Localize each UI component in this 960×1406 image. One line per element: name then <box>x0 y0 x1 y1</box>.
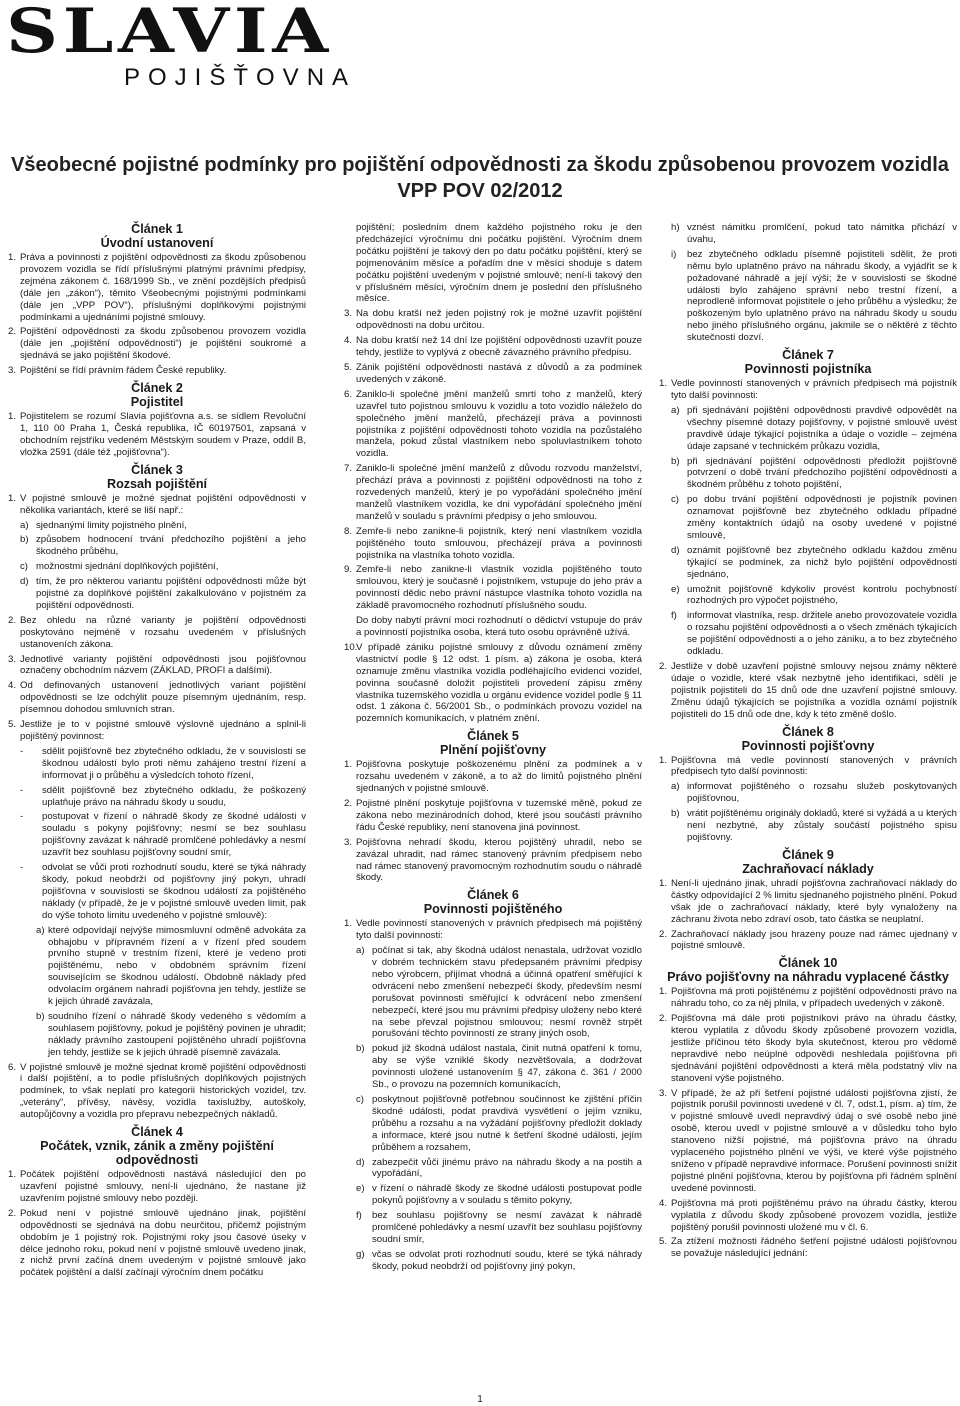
list-item <box>344 1183 642 1207</box>
numbered-paragraph <box>8 493 306 517</box>
item-number: a) <box>20 519 29 531</box>
item-number: d) <box>356 1156 365 1168</box>
article-heading: Článek 8 Povinnosti pojišťovny <box>741 724 875 753</box>
item-number: e) <box>671 583 680 595</box>
numbered-paragraph <box>8 365 306 377</box>
article-heading: Článek 10 Právo pojišťovny na náhradu vyplacené částky <box>667 956 949 985</box>
item-number: 1. <box>659 754 668 766</box>
item-text: Pojištění se řídí právním řádem České republiky. <box>20 365 227 377</box>
item-text: tím, že pro některou variantu pojištění odpovědnosti může být pojistné za doplňkové pojištění zakalkulováno v pojistném za pojištění odpovědnosti. <box>36 576 306 611</box>
item-text: V pojistné smlouvě je možné sjednat kromě pojištění odpovědnosti i další pojištění, a to podle příslušných doplňkových pojistných podmínek, to však neplatí pro kategorii historických vozidel, tzv. „veterány“, přívěsy, návěsy, vozidla taxislužby, autoškoly, autopůjčovny a vozidla pro přepravu nebezpečných nákladů. <box>20 1061 306 1121</box>
numbered-paragraph <box>344 526 642 562</box>
list-item <box>344 1043 642 1091</box>
item-text: Jednotlivé varianty pojištění odpovědnosti jsou pojišťovnou označeny obchodním názvem (ZÁKLAD, PROFI a dalšími). <box>20 653 306 677</box>
item-number: i) <box>671 248 677 260</box>
column-3 <box>659 222 957 1263</box>
item-number: a) <box>671 781 680 793</box>
item-number: 4. <box>659 1197 668 1209</box>
logo-subtitle: POJIŠŤOVNA <box>124 64 357 91</box>
numbered-paragraph <box>8 411 306 459</box>
item-number: a) <box>356 945 365 957</box>
item-number: 2. <box>8 614 17 626</box>
numbered-paragraph <box>344 463 642 523</box>
item-text: Pojišťovna má dále proti pojistníkovi právo na úhradu částky, kterou vyplatila z důvodu škody způsobené provozem vozidla, jestliže příčinou této škody byla skutečnost, kterou pro vědomě nepravdivé nebo neúplné odpovědi neshledala pojišťovna při sjednávání pojištění odpovědnosti a která měla podstatný vliv na stanovení výše pojistného. <box>671 1013 957 1084</box>
item-text: odvolat se vůči proti rozhodnutí soudu, které se týká náhrady škody, pokud neobdrží od pojišťovny jiný pokyn, uhradí pojišťovna v souvislosti se škodnou událostí za pojištěného náklady (v případě, že je v pojistné smlouvě uveden limit, pak do výše tohoto limitu uvedeného v pojistné smlouvě): <box>42 862 306 921</box>
numbered-paragraph <box>8 326 306 362</box>
numbered-paragraph <box>344 564 642 612</box>
item-number: 3. <box>344 836 353 848</box>
numbered-paragraph <box>659 661 957 721</box>
item-number: 2. <box>659 661 668 672</box>
item-text: při sjednávání pojištění odpovědnosti pravdivě odpovědět na všechny písemné dotazy pojišťovny, v pojistné smlouvě uvést pravdivě údaje týkající pojistníka a údaje o vozidle – zejména údaje zapsané v technickém průkazu vozidla, <box>687 404 957 452</box>
numbered-paragraph <box>659 378 957 402</box>
item-number: - <box>20 862 24 874</box>
item-number: 1. <box>8 252 17 263</box>
item-number: - <box>20 745 24 757</box>
item-number: e) <box>356 1183 365 1195</box>
list-item <box>659 456 957 492</box>
item-text: Zemře-li nebo zanikne-li pojistník, který není vlastníkem vozidla pojištěného touto smlouvou, přecházejí práva a povinnosti pojistníka na vlastníka tohoto vozidla. <box>356 525 642 561</box>
item-text: Bez ohledu na různé varianty je pojištění odpovědnosti poskytováno nejméně v rozsahu uvedeném v příslušných ustanoveních zákona. <box>20 614 306 650</box>
numbered-paragraph <box>344 759 642 795</box>
article-heading: Článek 5 Plnění pojišťovny <box>439 729 547 758</box>
item-number: 6. <box>8 1061 17 1073</box>
item-text: Jestliže v době uzavření pojistné smlouvy nejsou známy některé údaje o vozidle, které však nezbytně jeho identifikaci, sdělí je pojistník pojistiteli do 15 dnů ode dne uzavření pojistné smlouvy. Změnu údajů týkajících se pojistníka a vozidla oznámí pojistník pojistiteli do 15 dnů ode dne, kdy k této změně došlo. <box>671 661 957 720</box>
item-text: Pokud není v pojistné smlouvě ujednáno jinak, pojištění odpovědnosti se sjednává na dobu neurčitou, přičemž pojistným obdobím je 1 pojistný rok. Pojistnými roky jsou časové úseky v délce jednoho roku, pokud není v pojistné smlouvě uvedeno jinak, z nichž první začíná dnem uvedeným v pojistné smlouvě jako počátek pojištění a další začínají výročním dnem počátku <box>20 1207 306 1279</box>
article-heading: Článek 2 Pojistitel <box>130 381 184 410</box>
numbered-paragraph <box>8 680 306 716</box>
list-item <box>8 746 306 782</box>
list-item <box>659 222 957 246</box>
item-number: 10. <box>344 641 358 653</box>
item-text: v řízení o náhradě škody ze škodné události postupovat podle pokynů pojišťovny a v souladu s těmito pokyny, <box>372 1183 642 1207</box>
item-text: včas se odvolat proti rozhodnutí soudu, které se týká náhrady škody, pokud neobdrží od pojišťovny jiný pokyn, <box>372 1248 642 1272</box>
logo-wordmark: SLAVIA <box>6 0 333 67</box>
list-item <box>659 545 957 581</box>
list-item <box>8 561 306 573</box>
item-number: f) <box>671 610 677 622</box>
paragraph: pojištění; posledním dnem každého pojistného roku je den předcházející výročnímu dni počátku pojištění. Výročním dnem počátku pojištění je takový den po datu počátku pojištění, který se pojmenováním měsíce a pořadím dne v měsíci shoduje s datem počátku pojištění uvedeným v pojistné smlouvě; není-li takový den v příslušném měsíci, výročním dnem je poslední den příslušného měsíce. <box>356 222 642 305</box>
item-number: 8. <box>344 525 353 537</box>
column-2 <box>344 222 642 1276</box>
item-number: 9. <box>344 564 353 576</box>
item-text: informovat vlastníka, resp. držitele anebo provozovatele vozidla o rozsahu pojištění odpovědnosti a o všech změnách týkajících se pojištění odpovědnosti a o jeho zániku, a to bez zbytečného odkladu. <box>687 610 957 658</box>
list-item <box>8 811 306 859</box>
item-text: sdělit pojišťovně bez zbytečného odkladu, že poškozený uplatňuje právo na náhradu škody u soudu, <box>42 784 306 808</box>
list-item <box>659 584 957 608</box>
list-item <box>659 405 957 453</box>
numbered-paragraph <box>8 1062 306 1122</box>
item-number: 1. <box>659 986 668 998</box>
item-text: oznámit pojišťovně bez zbytečného odkladu každou změnu týkající se podmínek, za nichž bylo pojištění odpovědnosti sjednáno, <box>687 544 957 580</box>
item-text: které odpovídají nejvýše mimosmluvní odměně advokáta za obhajobu v přípravném řízení a v řízení před soudem prvního stupně v trestním řízení, které je vedeno proti pojištěnému, nebo v obdobném správním řízení souvisejícím se škodnou událostí. Obdobně náklady před odvolacím orgánem nahradí pojišťovna jen tehdy, jestliže se k jejich úhradě zavázala, <box>48 924 306 1008</box>
numbered-paragraph <box>344 642 642 725</box>
item-number: 3. <box>659 1087 668 1099</box>
list-item <box>8 1011 306 1059</box>
item-number: 1. <box>8 1169 17 1181</box>
item-text: bez souhlasu pojišťovny se nesmí zavázat k náhradě promlčené pohledávky a nesmí uzavřít bez souhlasu pojišťovny soudní smír, <box>372 1210 642 1245</box>
article-heading: Článek 4 Počátek, vznik, zánik a změny pojištění odpovědnosti <box>40 1125 274 1168</box>
numbered-paragraph <box>344 798 642 834</box>
item-number: 3. <box>344 308 353 320</box>
numbered-paragraph <box>659 929 957 953</box>
item-text: při sjednávání pojištění odpovědnosti předložit pojišťovně potvrzení o době trvání předchozího pojištění odpovědnosti a škodném průběhu z tohoto pojištění, <box>687 455 957 491</box>
numbered-paragraph <box>659 1236 957 1260</box>
item-number: 1. <box>8 411 17 423</box>
item-text: zabezpečit vůči jinému právo na náhradu škody a na postih a vypořádání, <box>372 1156 642 1180</box>
numbered-paragraph <box>8 1208 306 1279</box>
list-item <box>8 576 306 612</box>
item-number: f) <box>356 1210 362 1222</box>
article-heading: Článek 3 Rozsah pojištění <box>106 462 208 491</box>
numbered-paragraph <box>344 362 642 386</box>
list-item <box>8 925 306 1008</box>
numbered-paragraph <box>659 1013 957 1084</box>
list-item <box>8 862 306 922</box>
item-text: informovat pojištěného o rozsahu služeb poskytovaných pojišťovnou, <box>687 781 957 805</box>
title-line-2: VPP POV 02/2012 <box>397 180 563 202</box>
item-text: Zemře-li nebo zanikne-li vlastník vozidla pojištěného touto smlouvou, který je současně i pojistníkem, vstupuje do jeho práv a povinností dědic nebo právní nástupce vlastníka tohoto vozidla na základě pravomocného rozhodnutí příslušného soudu. <box>356 564 642 612</box>
list-item <box>344 945 642 1040</box>
item-number: b) <box>20 534 29 546</box>
item-number: 5. <box>8 719 17 731</box>
item-number: - <box>20 811 24 823</box>
item-number: a) <box>671 404 680 416</box>
list-item <box>659 781 957 805</box>
item-text: vrátit pojištěnému originály dokladů, které si vyžádá a u kterých není nezbytné, aby zůstaly součástí pojistného spisu pojišťovny. <box>687 808 957 843</box>
item-text: V pojistné smlouvě je možné sjednat pojištění odpovědnosti v několika variantách, které se liší např.: <box>20 492 306 516</box>
list-item <box>344 1094 642 1154</box>
numbered-paragraph <box>344 389 642 460</box>
item-text: poskytnout pojišťovně potřebnou součinnost ke zjištění příčin škodné události, podat pravdivá vysvětlení o jejím vzniku, průběhu a rozsahu a na vyžádání pojišťovny předložit doklady a informace, které jsou nutné k šetření škodné události, jejím průběhem a rozsahem, <box>372 1094 642 1153</box>
item-number: - <box>20 784 24 796</box>
article-heading: Článek 6 Povinnosti pojištěného <box>423 888 563 917</box>
item-number: d) <box>20 576 29 588</box>
item-text: Zánik pojištění odpovědnosti nastává z důvodů a za podmínek uvedených v zákoně. <box>356 361 642 385</box>
item-number: b) <box>356 1043 365 1055</box>
item-text: Na dobu kratší než jeden pojistný rok je možné uzavřít pojištění odpovědnosti na dobu určitou. <box>356 308 642 332</box>
item-number: 1. <box>659 877 668 889</box>
item-text: umožnit pojišťovně kdykoliv provést kontrolu pochybností rozhodných pro výpočet pojistného, <box>687 583 957 607</box>
list-item <box>8 520 306 532</box>
list-item <box>344 1249 642 1273</box>
item-number: c) <box>20 561 28 573</box>
item-text: sjednanými limity pojistného plnění, <box>36 519 187 531</box>
document-title <box>0 152 960 204</box>
item-text: Za ztížení možnosti řádného šetření pojistné události pojišťovnou se považuje následující jednání: <box>671 1236 957 1260</box>
item-text: Vedle povinností stanovených v právních předpisech má pojištěný tyto další povinnosti: <box>356 918 642 942</box>
numbered-paragraph <box>659 1198 957 1234</box>
item-number: 3. <box>8 653 17 665</box>
item-number: d) <box>671 544 680 556</box>
item-text: Pojišťovna poskytuje poškozenému plnění za podmínek a v rozsahu uvedeném v zákoně, a to až do limitů pojistného plnění sjednaných v pojistné smlouvě. <box>356 759 642 795</box>
item-text: postupovat v řízení o náhradě škody ze škodné události v souladu s pokyny pojišťovny; nesmí se bez souhlasu pojišťovny zavázat k náhradě promlčené pohledávky a nesmí uzavřít bez souhlasu pojišťovny soudní smír, <box>42 811 306 859</box>
numbered-paragraph <box>659 1088 957 1195</box>
item-text: Vedle povinností stanovených v právních předpisech má pojistník tyto další povinnosti: <box>671 378 957 401</box>
numbered-paragraph <box>659 755 957 779</box>
item-number: 1. <box>344 918 353 930</box>
item-text: bez zbytečného odkladu písemně pojistiteli sdělit, že proti němu bylo uplatněno právo na náhradu škody, a vyjádřit se k požadované náhradě a její výši; že v souvislosti se škodné události bylo zahájeno správní nebo trestní řízení, a neprodleně informovat pojistitele o jeho průběhu a výsledku; že poškozeným bylo uplatněno právo na náhradu škody u soudu nebo jiného příslušného orgánu, jakmile se o něktěré z těchto skutečností dozví. <box>687 248 957 344</box>
item-text: pokud již škodná událost nastala, činit nutná opatření k tomu, aby se výše vzniklé škody nezvětšovala, a dodržovat povinnosti uložené ustanovením § 47, zákona č. 361 / 2000 Sb., o provozu na pozemních komunikacích, <box>372 1043 642 1091</box>
item-text: Není-li ujednáno jinak, uhradí pojišťovna zachraňovací náklady do částky odpovídající 2 % limitu sjednaného pojistného plnění. Pokud však jde o zachraňovací náklady, které byly vynaloženy na záchranu života nebo zdraví osob, tato částka se neuplatní. <box>671 877 957 925</box>
slavia-logo <box>6 0 357 91</box>
numbered-paragraph <box>344 335 642 359</box>
item-number: h) <box>671 222 680 233</box>
item-number: b) <box>36 1010 45 1022</box>
paragraph: Do doby nabytí právní moci rozhodnutí o dědictví vstupuje do práv a povinností pojistníka osoba, která tuto osobu oprávněně užívá. <box>356 615 642 638</box>
item-text: Zaniklo-li společné jmění manželů z důvodu rozvodu manželství, přechází práva a povinnosti z pojištění odpovědnosti na toho z rozvedených manželů, který je po vypořádání společného jmění manželů vlastníkem vozidla, ke dni vypořádání společného jmění manželů v souladu s právními předpisy o jeho smlouvou. <box>356 463 642 522</box>
item-text: Počátek pojištění odpovědnosti nastává následující den po uzavření pojistné smlouvy, není-li ujednáno, že nastane již uzavřením pojistné smlouvy nebo později. <box>20 1169 306 1204</box>
numbered-paragraph <box>344 837 642 885</box>
item-number: g) <box>356 1248 365 1260</box>
item-number: 2. <box>659 1013 668 1025</box>
item-number: 4. <box>8 680 17 692</box>
item-number: c) <box>356 1094 364 1105</box>
item-text: Na dobu kratší než 14 dní lze pojištění odpovědnosti uzavřít pouze tehdy, jestliže to vyplývá z obecně závazného právního předpisu. <box>356 335 642 359</box>
item-text: po dobu trvání pojištění odpovědnosti je pojistník povinen oznamovat pojišťovně bez zbytečného odkladu případné změny kontaktních údajů na osoby uvedené v pojistné smlouvě, <box>687 494 957 541</box>
item-number: 5. <box>344 361 353 373</box>
numbered-paragraph <box>8 719 306 743</box>
numbered-paragraph <box>8 252 306 323</box>
item-text: Pojišťovna má proti pojištěnému z pojištění odpovědnosti právo na náhradu toho, co za něj plnila, v případech uvedených v zákoně. <box>671 986 957 1010</box>
list-item <box>344 1157 642 1181</box>
item-text: Pojišťovna má proti pojištěnému právo na úhradu částky, kterou vyplatila z důvodu škody způsobené provozem vozidla, jestliže pojištěný porušil povinnosti uložené mu v čl. 6. <box>671 1197 957 1233</box>
item-number: 1. <box>344 759 353 771</box>
item-text: Pojistné plnění poskytuje pojišťovna v tuzemské měně, pokud ze zákona nebo mezinárodních dohod, které jsou součástí právního řádu České republiky, není stanovena jiná povinnost. <box>356 797 642 833</box>
item-text: způsobem hodnocení trvání předchozího pojištění a jeho škodného průběhu, <box>36 534 306 558</box>
item-number: 4. <box>344 335 353 347</box>
list-item <box>659 808 957 844</box>
item-text: V případě, že až při šetření pojistné události pojišťovna zjistí, že pojistník porušil povinnosti uvedené v čl. 7, odst.1, písm. a) tím, že v pojistné smlouvě uvedl nepravdivý údaj o své osobě nebo jiné osobě, kterou uvedl v pojistné smlouvě a v důsledku toho bylo stanoveno nižší pojistné, má pojišťovna právo na úhradu vyplaceného pojistného plnění ve výši, ve které výše pojistného sníženo v případě nepravdivé informace. Porušení povinnosti snížit pojistné plnění pojišťovna, kterou by pojišťovna při řádném splnění uvedené povinnosti. <box>671 1087 957 1194</box>
item-number: 2. <box>344 797 353 809</box>
list-item <box>659 249 957 344</box>
item-number: 2. <box>8 326 17 338</box>
list-item <box>659 494 957 542</box>
item-number: c) <box>671 494 679 506</box>
item-text: Pojišťovna má vedle povinností stanovených v právních předpisech tyto další povinnosti: <box>671 754 957 778</box>
item-number: 2. <box>659 928 668 940</box>
item-text: Pojištění odpovědnosti za škodu způsobenou provozem vozidla (dále jen „pojištění odpovědnosti“) je pojištění soukromé a sjednává se jako pojištění škodové. <box>20 326 306 362</box>
title-line-1: Všeobecné pojistné podmínky pro pojištění odpovědnosti za škodu způsobenou provozem vozidla <box>11 154 949 176</box>
item-text: Práva a povinnosti z pojištění odpovědnosti za škodu způsobenou provozem vozidla se řídí příslušnými platnými právními předpisy, zejména zákonem č. 168/1999 Sb., ve znění pozdějších předpisů (dále jen „zákon“), těmito Všeobecnými pojistnými podmínkami (dále jen „VPP POV“), příslušnými doplňkovými pojistnými podmínkami a ujednáními pojistné smlouvy. <box>20 252 306 323</box>
numbered-paragraph <box>344 308 642 332</box>
item-text: Zaniklo-li společné jmění manželů smrtí toho z manželů, který uzavřel tuto pojistnou smlouvu k vozidlu a toto vozidlo náleželo do společného jmění manželů, přecházejí práva a povinnosti pojistníka z pojištění odpovědnosti tohoto vozidla na pozůstalého manžela, pokud zůstal vlastníkem nebo spoluvlastníkem tohoto vozidla. <box>356 388 642 460</box>
page-number: 1 <box>477 1394 483 1405</box>
item-number: 1. <box>659 378 668 390</box>
item-number: 6. <box>344 388 353 400</box>
item-number: a) <box>36 924 45 936</box>
numbered-paragraph <box>659 986 957 1010</box>
item-text: soudního řízení o náhradě škody vedeného s vědomím a souhlasem pojišťovny, pokud je pojištěný povinen je uhradit; náklady právního zastoupení pojištěného uhradí pojišťovna jen tehdy, jestliže se k jejich úhradě písemně zavázala. <box>48 1010 306 1058</box>
item-text: vznést námitku promlčení, pokud tato námitka přichází v úvahu, <box>687 222 957 245</box>
numbered-paragraph <box>8 615 306 651</box>
list-item <box>659 610 957 658</box>
list-item <box>8 785 306 809</box>
article-heading: Článek 7 Povinnosti pojistníka <box>744 348 872 377</box>
item-number: b) <box>671 455 680 467</box>
list-item <box>344 1210 642 1246</box>
item-number: 1. <box>8 492 17 504</box>
item-text: možnostmi sjednání doplňkových pojištění, <box>36 561 219 573</box>
item-text: sdělit pojišťovně bez zbytečného odkladu, že v souvislosti se škodnou událostí bylo proti němu zahájeno trestní řízení a informovat ji o průběhu a výsledcích tohoto řízení, <box>42 745 306 781</box>
column-1 <box>8 222 306 1282</box>
item-number: 7. <box>344 463 353 475</box>
item-text: V případě zániku pojistné smlouvy z důvodu oznámení změny vlastnictví podle § 12 odst. 1 písm. a) zákona je osoba, která oznamuje změnu vlastníka vozidla podléhajícího evidenci vozidel, povinna současně doložit pojistiteli provedení zápisu změny vlastníka tuzemského vozidla u orgánu evidence vozidel podle § 11 odst. 1 zákona č. 56/2001 Sb., o podmínkách provozu vozidel na pozemních komunikacích, v platném znění. <box>356 641 642 725</box>
numbered-paragraph <box>8 1169 306 1205</box>
article-heading: Článek 1 Úvodní ustanovení <box>100 222 214 250</box>
item-text: počínat si tak, aby škodná událost nenastala, udržovat vozidlo v dobrém technickém stavu předepsaném právními předpisy nebo výrobcem, přijímat vhodná a účinná opatření směřující k odvrácení nebo zmenšení nebezpečí škody, především nesmí porušovat povinnosti směřující k odvrácení nebo zmenšení nebezpečí, které jsou mu právními předpisy uloženy nebo které na sebe převzal pojistnou smlouvou; nesmí rovněž strpět porušování těchto povinností ze strany jiných osob, <box>372 945 642 1040</box>
item-text: Pojistitelem se rozumí Slavia pojišťovna a.s. se sídlem Revoluční 1, 110 00 Praha 1, Česká republika, IČ 60197501, zapsaná v obchodním rejstříku vedeném Městským soudem v Praze, oddíl B, vložka 2591 (dále též „pojišťovna“). <box>20 411 306 458</box>
item-text: Jestliže je to v pojistné smlouvě výslovně ujednáno a splnil-li pojištěný povinnost: <box>20 719 306 742</box>
numbered-paragraph <box>659 878 957 926</box>
list-item <box>8 534 306 558</box>
item-text: Zachraňovací náklady jsou hrazeny pouze nad rámec ujednaný v pojistné smlouvě. <box>671 928 957 952</box>
item-number: 3. <box>8 365 17 377</box>
item-number: 2. <box>8 1207 17 1219</box>
item-text: Od definovaných ustanovení jednotlivých variant pojištění odpovědnosti se lze odchýlit pouze písemným ujednáním, resp. písemnou dohodou smluvních stran. <box>20 680 306 716</box>
numbered-paragraph <box>8 654 306 678</box>
item-number: b) <box>671 808 680 820</box>
article-heading: Článek 9 Zachraňovací náklady <box>742 847 874 876</box>
item-text: Pojišťovna nehradí škodu, kterou pojištěný uhradil, nebo se zavázal uhradit, nad rámec stanovený právním předpisem nebo nad rámec stanovený pravomocným rozhodnutím soudu o náhradě škody. <box>356 836 642 884</box>
numbered-paragraph <box>344 918 642 942</box>
item-number: 5. <box>659 1236 668 1248</box>
